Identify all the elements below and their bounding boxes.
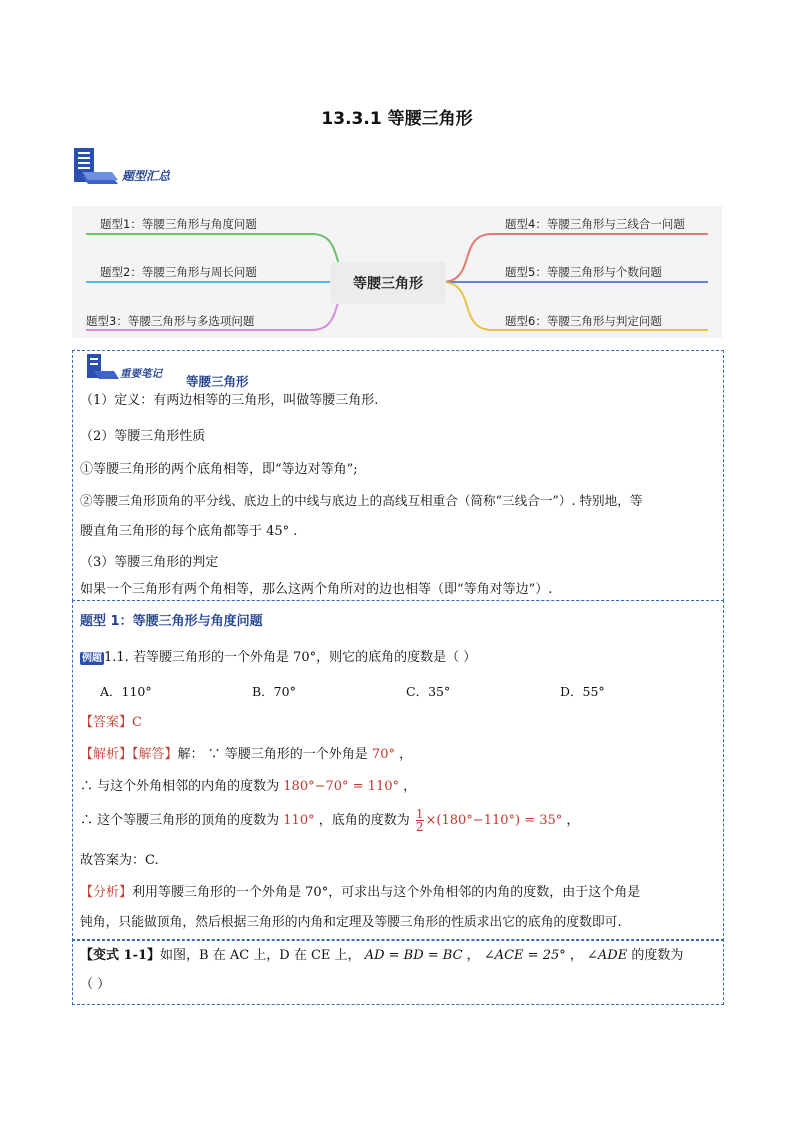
solution-text: ， [562, 813, 580, 828]
variant-text: ， [565, 948, 583, 963]
book-stack-icon [72, 146, 120, 192]
mindmap-topic: 题型6：等腰三角形与判定问题 [505, 314, 662, 328]
analysis-line-1 [80, 883, 640, 903]
option-b: B．70° [252, 684, 296, 699]
analysis-line-2: 钝角，只能做顶角，然后根据三角形的内角和定理及等腰三角形的性质求出它的底角的度数即可. [80, 915, 622, 930]
solution-text: ，底角的度数为 [314, 813, 410, 828]
page-title: 13.3.1 等腰三角形 [321, 109, 473, 129]
solution-text: ， [399, 779, 417, 794]
option-c: C．35° [406, 684, 451, 699]
notes-line: ①等腰三角形的两个底角相等，即“等边对等角”; [80, 462, 358, 477]
solution-line-1 [80, 745, 412, 765]
math-expr: ×(180°−110°) = 35° [425, 813, 563, 828]
notes-line: 如果一个三角形有两个角相等，那么这两个角所对的边也相等（即“等角对等边”）. [80, 582, 553, 597]
variant-text: 的度数为 [627, 948, 684, 963]
analysis-label: 【解析】【解答】 [80, 747, 178, 762]
solution-line-2 [80, 777, 416, 797]
mindmap-topic: 题型1：等腰三角形与角度问题 [100, 217, 257, 231]
notes-line: 腰直角三角形的每个底角都等于 45° . [80, 524, 298, 539]
math-expr: 110° [283, 813, 315, 828]
fx-label: 【分析】 [80, 885, 133, 900]
solution-line-3 [80, 808, 579, 833]
notes-heading: 等腰三角形 [186, 374, 249, 389]
solution-text: ∴ 这个等腰三角形的顶角的度数为 [80, 813, 280, 828]
answer-value: C [132, 715, 142, 730]
notes-line: ②等腰三角形顶角的平分线、底边上的中线与底边上的高线互相重合（简称“三线合一”）. 特别地，等 [80, 493, 643, 508]
math-expr: ∠ADE [587, 948, 628, 963]
question [80, 648, 476, 669]
math-expr: AD = BD = BC [364, 948, 463, 963]
answer-label: 【答案】 [80, 715, 133, 730]
analysis-text: 利用等腰三角形的一个外角是 70°，可求出与这个外角相邻的内角的度数，由于这个角是 [132, 885, 641, 900]
notes-line: （2）等腰三角形性质 [80, 429, 206, 444]
section-label: 题型汇总 [122, 169, 171, 183]
notes-label: 重要笔记 [120, 368, 162, 380]
variant-text: 如图，B 在 AC 上，D 在 CE 上， [160, 948, 361, 963]
notes-icon [86, 353, 120, 385]
example-badge: 例题 [82, 653, 102, 664]
fraction-denominator: 2 [415, 820, 424, 834]
mindmap-topic: 题型3：等腰三角形与多选项问题 [86, 314, 255, 328]
mindmap-topic: 题型4：等腰三角形与三线合一问题 [505, 217, 685, 231]
math-expr: ∠ACE = 25° [483, 948, 566, 963]
option-a: A．110° [100, 684, 152, 699]
notes-line: （1）定义：有两边相等的三角形，叫做等腰三角形. [80, 393, 379, 408]
answer-line [80, 713, 142, 733]
solution-text: ， [394, 747, 413, 762]
math-expr: 180°−70° = 110° [283, 779, 399, 794]
question-text: 1.1. 若等腰三角形的一个外角是 70°，则它的底角的度数是（ ） [104, 650, 477, 665]
mindmap-center: 等腰三角形 [330, 262, 446, 304]
variant-text: ， [462, 948, 480, 963]
solution-text: 解： ∵ 等腰三角形的一个外角是 [177, 747, 368, 762]
fraction [416, 808, 424, 833]
solution-text: ∴ 与这个外角相邻的内角的度数为 [80, 779, 280, 794]
variant-line-2: （ ） [80, 977, 111, 992]
variant-line-1 [80, 946, 683, 966]
conclusion: 故答案为：C. [80, 853, 159, 868]
option-d: D．55° [560, 684, 605, 699]
fraction-numerator: 1 [415, 807, 424, 821]
notes-line: （3）等腰三角形的判定 [80, 555, 219, 570]
mindmap-topic: 题型2：等腰三角形与周长问题 [100, 265, 257, 279]
variant-label: 【变式 1-1】 [80, 948, 161, 963]
math-expr: 70° [371, 747, 395, 762]
type1-heading: 题型 1：等腰三角形与角度问题 [80, 614, 263, 629]
mindmap-topic: 题型5：等腰三角形与个数问题 [505, 265, 662, 279]
